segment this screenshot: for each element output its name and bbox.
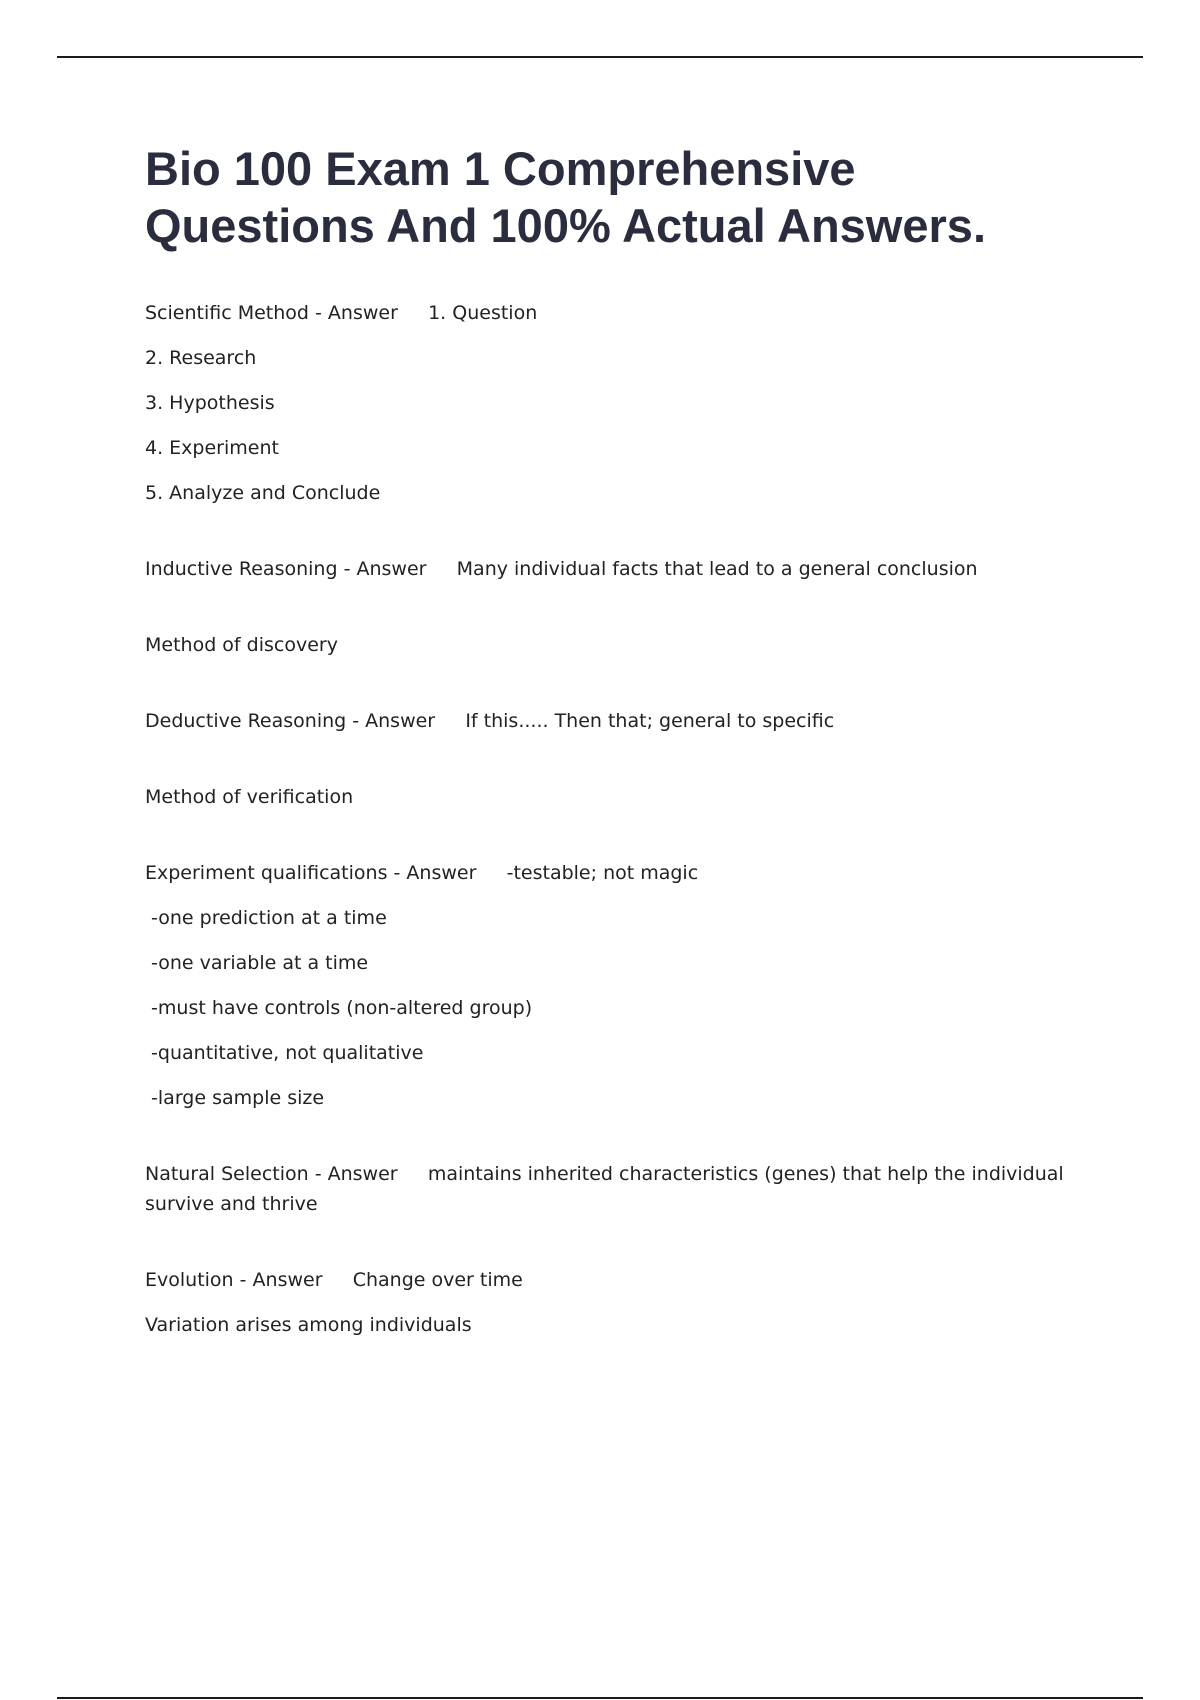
entry-natural-selection	[145, 1159, 1075, 1219]
entry-term: Evolution	[145, 1269, 234, 1291]
bottom-rule	[57, 1697, 1143, 1699]
entry-answer-label: - Answer	[308, 302, 398, 324]
entry-answer-label: - Answer	[233, 1269, 323, 1291]
entry-term: Inductive Reasoning	[145, 558, 338, 580]
entry-answer-label: - Answer	[387, 862, 477, 884]
top-rule	[57, 56, 1143, 58]
entry-continuation-line: -one prediction at a time	[145, 907, 387, 929]
entry-answer-label: - Answer	[346, 710, 436, 732]
entry-scientific-method	[145, 298, 1085, 328]
entry-answer: -testable; not magic	[506, 862, 699, 884]
entry-continuation-line: 4. Experiment	[145, 437, 279, 459]
entry-continuation-line: 5. Analyze and Conclude	[145, 482, 381, 504]
entry-continuation-line: -one variable at a time	[145, 952, 369, 974]
entry-term: Scientific Method	[145, 302, 309, 324]
entry-answer-label: - Answer	[308, 1163, 398, 1185]
entry-continuation-line: Method of discovery	[145, 634, 338, 656]
entry-evolution	[145, 1265, 1085, 1295]
entry-answer: Change over time	[352, 1269, 523, 1291]
document-body	[145, 140, 1085, 1355]
entry-continuation-line: Method of verification	[145, 786, 354, 808]
entry-answer: 1. Question	[428, 302, 538, 324]
entry-term: Natural Selection	[145, 1163, 309, 1185]
entry-deductive-reasoning	[145, 706, 1085, 736]
entry-continuation-line: 3. Hypothesis	[145, 392, 275, 414]
entry-answer: Many individual facts that lead to a general conclusion	[456, 558, 978, 580]
document-title: Bio 100 Exam 1 Comprehensive Questions And 100% Actual Answers.	[145, 142, 986, 252]
entry-term: Experiment qualifications	[145, 862, 388, 884]
entry-answer: maintains inherited characteristics (genes) that help the individual survive and thrive	[145, 1163, 1070, 1215]
entry-continuation-line: Variation arises among individuals	[145, 1314, 472, 1336]
entry-inductive-reasoning	[145, 554, 1085, 584]
entry-continuation-line: -large sample size	[145, 1087, 325, 1109]
entry-continuation-line: -must have controls (non-altered group)	[145, 997, 533, 1019]
entry-answer-label: - Answer	[337, 558, 427, 580]
entry-answer: If this..... Then that; general to specific	[465, 710, 835, 732]
entry-term: Deductive Reasoning	[145, 710, 347, 732]
entry-continuation-line: 2. Research	[145, 347, 257, 369]
entry-experiment-qualifications	[145, 858, 1085, 888]
entry-continuation-line: -quantitative, not qualitative	[145, 1042, 424, 1064]
